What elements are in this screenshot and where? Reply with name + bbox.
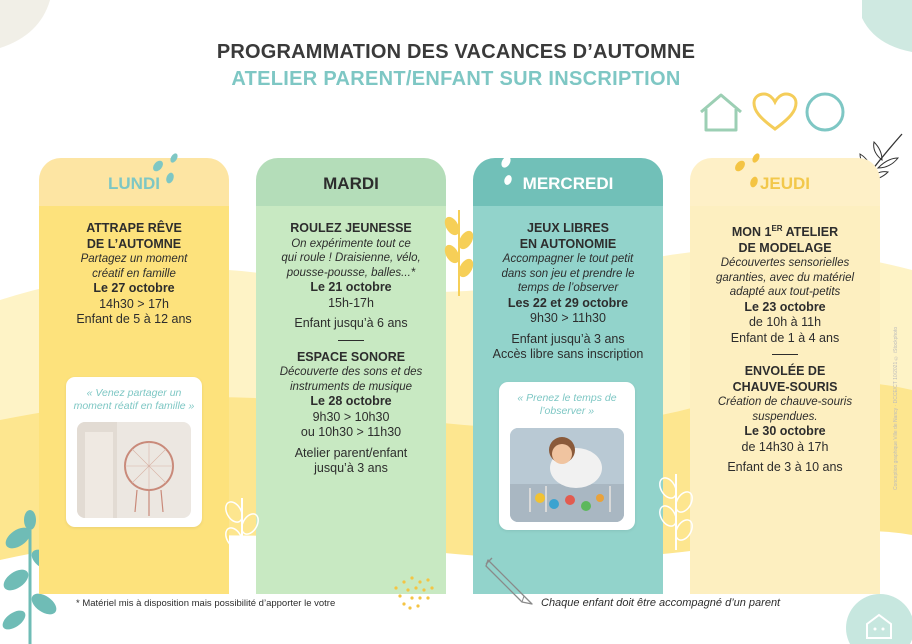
event-date: Les 22 et 29 octobre (507, 295, 629, 310)
event-description: Découvertes sensorielles garanties, avec du matériel adapté aux tout-petits (715, 257, 855, 299)
event-title: ESPACE SONORE (296, 349, 406, 364)
event-time: 9h30 > 11h30 (530, 311, 606, 325)
house-logo-icon (864, 612, 894, 640)
event-date: Le 27 octobre (93, 281, 175, 295)
event-title: ROULEZ JEUNESSE (290, 221, 412, 235)
event-description: Création de chauve-souris suspendues. (717, 396, 853, 423)
jeudi-events (696, 221, 874, 476)
page-subtitle: ATELIER PARENT/ENFANT SUR INSCRIPTION (231, 68, 681, 90)
event-age: Atelier parent/enfant jusqu’à 3 ans (294, 445, 408, 475)
house-icon (697, 92, 745, 132)
child-playing-photo (510, 428, 624, 522)
event-time: 9h30 > 10h30 ou 10h30 > 11h30 (300, 409, 402, 439)
day-header-mardi: MARDI (256, 158, 446, 206)
separator (338, 340, 364, 341)
day-header-jeudi: JEUDI (690, 158, 880, 206)
event-time: de 10h à 11h (748, 315, 822, 330)
mardi-events (264, 221, 438, 477)
quote-card-mercredi (499, 382, 635, 530)
drops-icon (730, 152, 766, 192)
event-title-part: MON 1 (731, 225, 772, 240)
event-time: de 14h30 à 17h (741, 439, 829, 454)
drops-icon (150, 152, 186, 188)
heart-icon (752, 92, 798, 132)
event-title: ATTRAPE RÊVE DE L’AUTOMNE (86, 221, 182, 251)
event-date: Le 21 octobre (310, 280, 392, 294)
event-description: Découverte des sons et des instruments de musique (279, 366, 423, 393)
event-description: On expérimente tout ce qui roule ! Draisienne, vélo, pousse-pousse, balles...* (281, 237, 421, 279)
event-description: Partagez un moment créatif en famille (80, 253, 188, 280)
event-description: Accompagner le tout petit dans son jeu et prendre le temps de l’observer (501, 253, 635, 294)
dots-icon (392, 574, 436, 614)
accompany-note: Chaque enfant doit être accompagné d’un parent (541, 597, 781, 609)
day-header-mercredi: MERCREDI (473, 158, 663, 206)
quote-text: « Prenez le temps de l’observer » (517, 392, 617, 417)
separator (772, 354, 798, 355)
event-title: JEUX LIBRES EN AUTONOMIE (519, 221, 617, 251)
pencil-icon (484, 556, 536, 608)
event-title (696, 221, 874, 256)
event-title: ENVOLÉE DE CHAUVE-SOURIS (732, 364, 838, 394)
day-header-lundi: LUNDI (39, 158, 229, 206)
quote-text: « Venez partager un moment réatif en famille » (73, 387, 195, 412)
event-time: 14h30 > 17h (99, 296, 169, 311)
event-age: Enfant de 3 à 10 ans (727, 460, 843, 475)
page-title: PROGRAMMATION DES VACANCES D’AUTOMNE (216, 41, 696, 63)
event-title-part: ATELIER DE MODELAGE (738, 225, 839, 255)
dreamcatcher-photo (77, 422, 191, 518)
sprig-icon (222, 494, 262, 564)
event-date: Le 30 octobre (744, 424, 826, 439)
side-credit: Conception graphique Ville de Nancy · DCCE/CT 10/2021 © iStockphoto (893, 326, 899, 490)
event-age: Enfant jusqu’à 3 ans Accès libre sans inscription (492, 331, 644, 361)
mercredi-event (478, 221, 658, 363)
drops-icon (498, 152, 520, 188)
event-date: Le 23 octobre (744, 299, 826, 314)
event-age: Enfant de 1 à 4 ans (730, 330, 840, 345)
event-title-superscript: ER (771, 224, 783, 233)
circle-icon (804, 91, 846, 133)
event-date: Le 28 octobre (310, 394, 392, 408)
sprig-icon (442, 206, 476, 296)
event-age: Enfant de 5 à 12 ans (76, 312, 192, 326)
footnote: * Matériel mis à disposition mais possibilité d’apporter le votre (76, 598, 336, 609)
quote-card-lundi (66, 377, 202, 527)
event-age: Enfant jusqu’à 6 ans (294, 316, 408, 330)
sprig-icon (656, 470, 696, 550)
event-time: 15h-17h (328, 295, 374, 310)
lundi-event (47, 221, 221, 328)
